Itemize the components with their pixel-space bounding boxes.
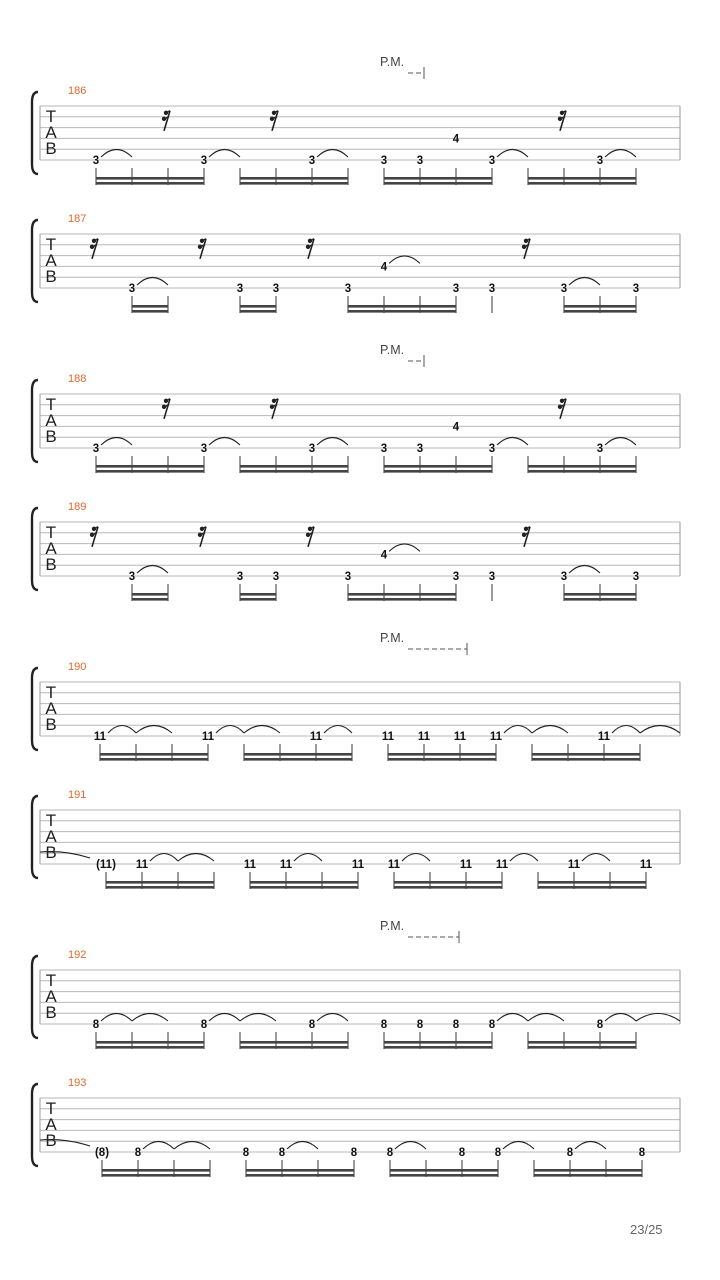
- fret-number: 3: [596, 443, 604, 455]
- fret-number: 3: [272, 283, 280, 295]
- fret-number: 3: [488, 443, 496, 455]
- beam-group: [348, 593, 456, 601]
- fret-number: 8: [350, 1147, 358, 1159]
- tie-arc: [244, 726, 280, 734]
- fret-number: 11: [489, 731, 503, 743]
- tab-clef-letter: A: [45, 987, 57, 1006]
- beam-group: [240, 177, 348, 185]
- beam-group: [106, 881, 214, 889]
- fret-number: 3: [560, 283, 568, 295]
- tab-system-189: [32, 501, 680, 601]
- tie-arc: [636, 1014, 680, 1022]
- fret-number: 8: [386, 1147, 394, 1159]
- beam-group: [394, 881, 502, 889]
- tab-clef-letter: A: [45, 411, 57, 430]
- fret-number: 11: [201, 731, 215, 743]
- beam-group: [102, 1169, 210, 1177]
- fret-number: 4: [452, 133, 460, 146]
- fret-number: 3: [92, 443, 100, 455]
- fret-number: 8: [488, 1019, 496, 1031]
- fret-number: 8: [92, 1019, 100, 1031]
- tie-arc: [575, 1142, 606, 1150]
- tie-arc: [150, 854, 178, 862]
- measure-number: 190: [68, 661, 87, 673]
- beam-group: [132, 593, 168, 601]
- fret-number: 3: [344, 283, 352, 295]
- tie-arc: [395, 1142, 426, 1150]
- tie-arc: [532, 726, 568, 734]
- tie-arc: [582, 854, 610, 862]
- beam-group: [96, 1041, 204, 1049]
- fret-number: 11: [381, 731, 395, 743]
- tab-clef-letter: B: [45, 715, 57, 734]
- measure-number: 188: [68, 373, 87, 385]
- tie-arc: [174, 1142, 210, 1150]
- tab-clef-letter: A: [45, 827, 57, 846]
- tie-arc: [240, 1014, 276, 1022]
- tie-arc: [605, 438, 636, 446]
- system-brace: [32, 508, 38, 590]
- tie-arc: [605, 1014, 636, 1022]
- fret-number: 11: [453, 731, 467, 743]
- system-brace: [32, 220, 38, 302]
- measure-number: 186: [68, 85, 87, 97]
- tab-clef-letter: A: [45, 699, 57, 718]
- page-number: 23/25: [630, 1222, 663, 1237]
- fret-number: 8: [458, 1147, 466, 1159]
- fret-number: 11: [567, 859, 581, 871]
- fret-number: 11: [135, 859, 149, 871]
- tab-system-190: [32, 631, 680, 761]
- tie-arc: [528, 1014, 564, 1022]
- tab-clef-letter: T: [45, 235, 57, 254]
- beam-group: [384, 465, 492, 473]
- fret-number: 8: [596, 1019, 604, 1031]
- fret-number: 11: [387, 859, 401, 871]
- tie-arc: [317, 1014, 348, 1022]
- fret-number: 8: [566, 1147, 574, 1159]
- fret-number: 4: [380, 549, 388, 562]
- tie-arc: [137, 278, 168, 286]
- beam-group: [388, 753, 496, 761]
- fret-number: 3: [488, 155, 496, 167]
- measure-number: 193: [68, 1077, 87, 1089]
- fret-number: 4: [380, 261, 388, 274]
- tie-arc: [209, 150, 240, 158]
- tie-arc: [294, 854, 322, 862]
- tab-system-186: [32, 55, 680, 185]
- fret-number: 3: [452, 571, 460, 583]
- fret-number: 8: [308, 1019, 316, 1031]
- fret-number: (8): [94, 1147, 110, 1159]
- fret-number: 8: [242, 1147, 250, 1159]
- system-brace: [32, 956, 38, 1038]
- tie-arc: [317, 150, 348, 158]
- fret-number: 3: [452, 283, 460, 295]
- fret-number: 3: [236, 283, 244, 295]
- system-brace: [32, 92, 38, 174]
- beam-group: [528, 177, 636, 185]
- tie-arc: [137, 566, 168, 574]
- fret-number: 3: [488, 571, 496, 583]
- measure-number: 187: [68, 213, 87, 225]
- fret-number: 11: [639, 859, 653, 871]
- palm-mute-label: P.M.: [380, 55, 405, 69]
- tab-system-187: [32, 213, 680, 313]
- beam-group: [246, 1169, 354, 1177]
- tie-arc: [287, 1142, 318, 1150]
- fret-number: 11: [351, 859, 365, 871]
- fret-number: 11: [495, 859, 509, 871]
- fret-number: 11: [243, 859, 257, 871]
- beam-group: [532, 753, 640, 761]
- fret-number: 3: [92, 155, 100, 167]
- tie-arc: [132, 1014, 168, 1022]
- tie-arc: [605, 150, 636, 158]
- tie-arc: [504, 726, 532, 734]
- tie-arc: [317, 438, 348, 446]
- palm-mute-label: P.M.: [380, 919, 405, 933]
- measure-number: 189: [68, 501, 87, 513]
- tie-arc: [178, 854, 214, 862]
- beam-group: [244, 753, 352, 761]
- fret-number: 3: [380, 155, 388, 167]
- tab-clef-letter: B: [45, 267, 57, 286]
- fret-number: 3: [236, 571, 244, 583]
- fret-number: 3: [632, 283, 640, 295]
- palm-mute-label: P.M.: [380, 343, 405, 357]
- tie-arc: [497, 438, 528, 446]
- palm-mute-label: P.M.: [380, 631, 405, 645]
- tie-arc: [209, 1014, 240, 1022]
- tie-arc: [136, 726, 172, 734]
- fret-number: 3: [488, 283, 496, 295]
- beam-group: [100, 753, 208, 761]
- beam-group: [384, 177, 492, 185]
- tie-arc: [209, 438, 240, 446]
- fret-number: 4: [452, 421, 460, 434]
- tab-system-191: [32, 789, 680, 889]
- tie-arc: [569, 566, 600, 574]
- tab-clef-letter: T: [45, 395, 57, 414]
- tab-clef-letter: A: [45, 539, 57, 558]
- tab-clef-letter: B: [45, 427, 57, 446]
- tab-system-192: [32, 919, 680, 1049]
- fret-number: 8: [278, 1147, 286, 1159]
- beam-group: [240, 465, 348, 473]
- fret-number: 3: [380, 443, 388, 455]
- fret-number: 11: [597, 731, 611, 743]
- fret-number: 8: [380, 1019, 388, 1031]
- beam-group: [348, 305, 456, 313]
- beam-group: [240, 593, 276, 601]
- fret-number: 3: [596, 155, 604, 167]
- tab-clef-letter: B: [45, 139, 57, 158]
- tie-arc: [101, 150, 132, 158]
- beam-group: [538, 881, 646, 889]
- beam-group: [132, 305, 168, 313]
- beam-group: [96, 177, 204, 185]
- beam-group: [96, 465, 204, 473]
- fret-number: 8: [134, 1147, 142, 1159]
- fret-number: 11: [93, 731, 107, 743]
- tie-arc: [612, 726, 640, 734]
- tab-clef-letter: B: [45, 1003, 57, 1022]
- tie-arc: [510, 854, 538, 862]
- fret-number: (11): [96, 859, 116, 871]
- tie-arc: [497, 150, 528, 158]
- tab-clef-letter: T: [45, 811, 57, 830]
- fret-number: 3: [128, 571, 136, 583]
- system-brace: [32, 1084, 38, 1166]
- fret-number: 3: [560, 571, 568, 583]
- beam-group: [384, 1041, 492, 1049]
- beam-group: [534, 1169, 642, 1177]
- beam-group: [528, 1041, 636, 1049]
- beam-group: [250, 881, 358, 889]
- measure-number: 192: [68, 949, 87, 961]
- tie-arc: [108, 726, 136, 734]
- system-brace: [32, 668, 38, 750]
- tie-arc: [101, 438, 132, 446]
- beam-group: [240, 1041, 348, 1049]
- tab-clef-letter: A: [45, 123, 57, 142]
- tab-clef-letter: B: [45, 843, 57, 862]
- measure-number: 191: [68, 789, 87, 801]
- fret-number: 3: [344, 571, 352, 583]
- tie-arc: [216, 726, 244, 734]
- tab-system-193: [32, 1077, 680, 1177]
- fret-number: 11: [417, 731, 431, 743]
- fret-number: 11: [459, 859, 473, 871]
- tie-arc: [389, 544, 420, 552]
- beam-group: [240, 305, 276, 313]
- fret-number: 8: [416, 1019, 424, 1031]
- tie-arc: [569, 278, 600, 286]
- tab-clef-letter: T: [45, 523, 57, 542]
- tie-arc: [402, 854, 430, 862]
- fret-number: 8: [638, 1147, 646, 1159]
- tie-arc: [503, 1142, 534, 1150]
- fret-number: 3: [272, 571, 280, 583]
- system-brace: [32, 796, 38, 878]
- tab-clef-letter: T: [45, 1099, 57, 1118]
- fret-number: 3: [200, 443, 208, 455]
- tab-clef-letter: A: [45, 251, 57, 270]
- beam-group: [528, 465, 636, 473]
- tie-arc: [101, 1014, 132, 1022]
- beam-group: [390, 1169, 498, 1177]
- tab-clef-letter: A: [45, 1115, 57, 1134]
- fret-number: 3: [632, 571, 640, 583]
- fret-number: 8: [494, 1147, 502, 1159]
- tie-arc: [389, 256, 420, 264]
- fret-number: 3: [308, 443, 316, 455]
- fret-number: 3: [200, 155, 208, 167]
- fret-number: 11: [309, 731, 323, 743]
- fret-number: 3: [128, 283, 136, 295]
- tab-clef-letter: B: [45, 555, 57, 574]
- tie-arc: [640, 726, 680, 734]
- tab-clef-letter: T: [45, 971, 57, 990]
- fret-number: 11: [279, 859, 293, 871]
- tab-system-188: [32, 343, 680, 473]
- fret-number: 8: [452, 1019, 460, 1031]
- fret-number: 3: [308, 155, 316, 167]
- fret-number: 8: [200, 1019, 208, 1031]
- tie-arc: [324, 726, 352, 734]
- tie-arc: [497, 1014, 528, 1022]
- fret-number: 3: [416, 443, 424, 455]
- fret-number: 3: [416, 155, 424, 167]
- tab-clef-letter: B: [45, 1131, 57, 1150]
- tab-clef-letter: T: [45, 107, 57, 126]
- tab-clef-letter: T: [45, 683, 57, 702]
- tie-arc: [143, 1142, 174, 1150]
- system-brace: [32, 380, 38, 462]
